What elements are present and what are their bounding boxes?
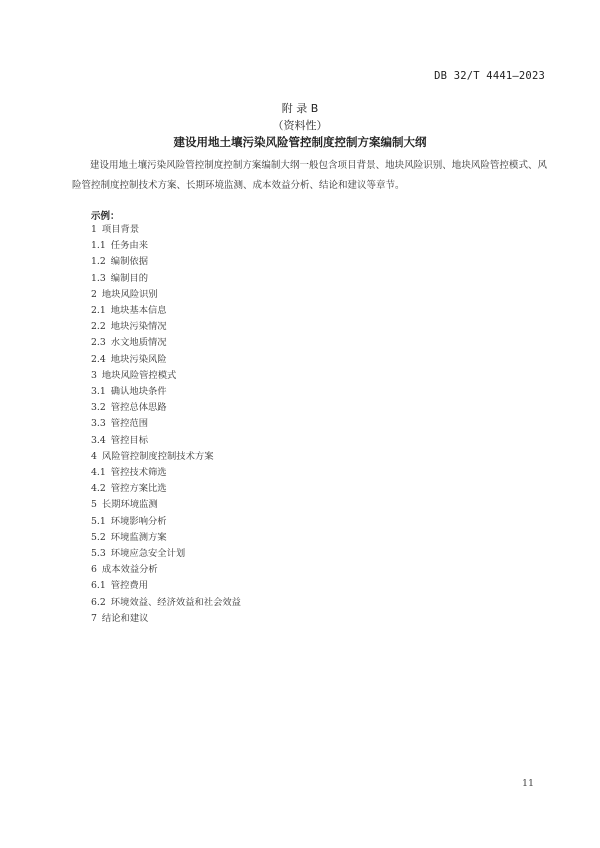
outline-item: 1 项目背景 <box>91 224 140 235</box>
appendix-nature: （资料性） <box>272 119 328 132</box>
outline-item: 6 成本效益分析 <box>91 564 158 576</box>
standard-code: DB 32/T 4441—2023 <box>434 70 545 82</box>
outline-item: 3.1 确认地块条件 <box>91 386 167 398</box>
outline-item: 4.2 管控方案比选 <box>91 483 167 495</box>
outline-item: 5.2 环境监测方案 <box>91 531 167 543</box>
title-block <box>0 100 600 151</box>
outline-item: 6.2 环境效益、经济效益和社会效益 <box>91 596 241 608</box>
outline-item: 3.3 管控范围 <box>91 418 148 430</box>
outline-item: 6.1 管控费用 <box>91 580 148 592</box>
outline-item: 3 地块风险管控模式 <box>91 369 177 381</box>
outline-item: 2 地块风险识别 <box>91 288 158 300</box>
outline-item: 5.1 环境影响分析 <box>91 515 167 527</box>
outline-item: 3.2 管控总体思路 <box>91 402 167 414</box>
appendix-label: 附 录 B <box>281 102 319 115</box>
outline-item: 1.3 编制目的 <box>91 272 148 284</box>
outline-item: 4 风险管控制度控制技术方案 <box>91 450 214 462</box>
outline-item: 7 结论和建议 <box>91 612 149 624</box>
outline-item: 4.1 管控技术筛选 <box>91 467 167 479</box>
outline-item: 2.4 地块污染风险 <box>91 353 167 365</box>
appendix-title: 建设用地土壤污染风险管控制度控制方案编制大纲 <box>173 135 427 149</box>
outline-list <box>91 222 241 627</box>
page-number: 11 <box>522 778 535 789</box>
outline-item: 5 长期环境监测 <box>91 499 158 511</box>
outline-item: 2.1 地块基本信息 <box>91 305 167 317</box>
outline-item: 1.2 编制依据 <box>91 256 148 268</box>
example-label: 示例： <box>91 211 120 222</box>
outline-item: 3.4 管控目标 <box>91 434 148 446</box>
outline-item: 2.3 水文地质情况 <box>91 337 167 349</box>
outline-item: 2.2 地块污染情况 <box>91 321 167 333</box>
outline-item: 5.3 环境应急安全计划 <box>91 548 186 560</box>
outline-item: 1.1 任务由来 <box>91 240 148 252</box>
intro-paragraph: 建设用地土壤污染风险管控制度控制方案编制大纲一般包含项目背景、地块风险识别、地块风险管控模式、风险管控制度控制技术方案、长期环境监测、成本效益分析、结论和建议等章节。 <box>72 160 547 191</box>
